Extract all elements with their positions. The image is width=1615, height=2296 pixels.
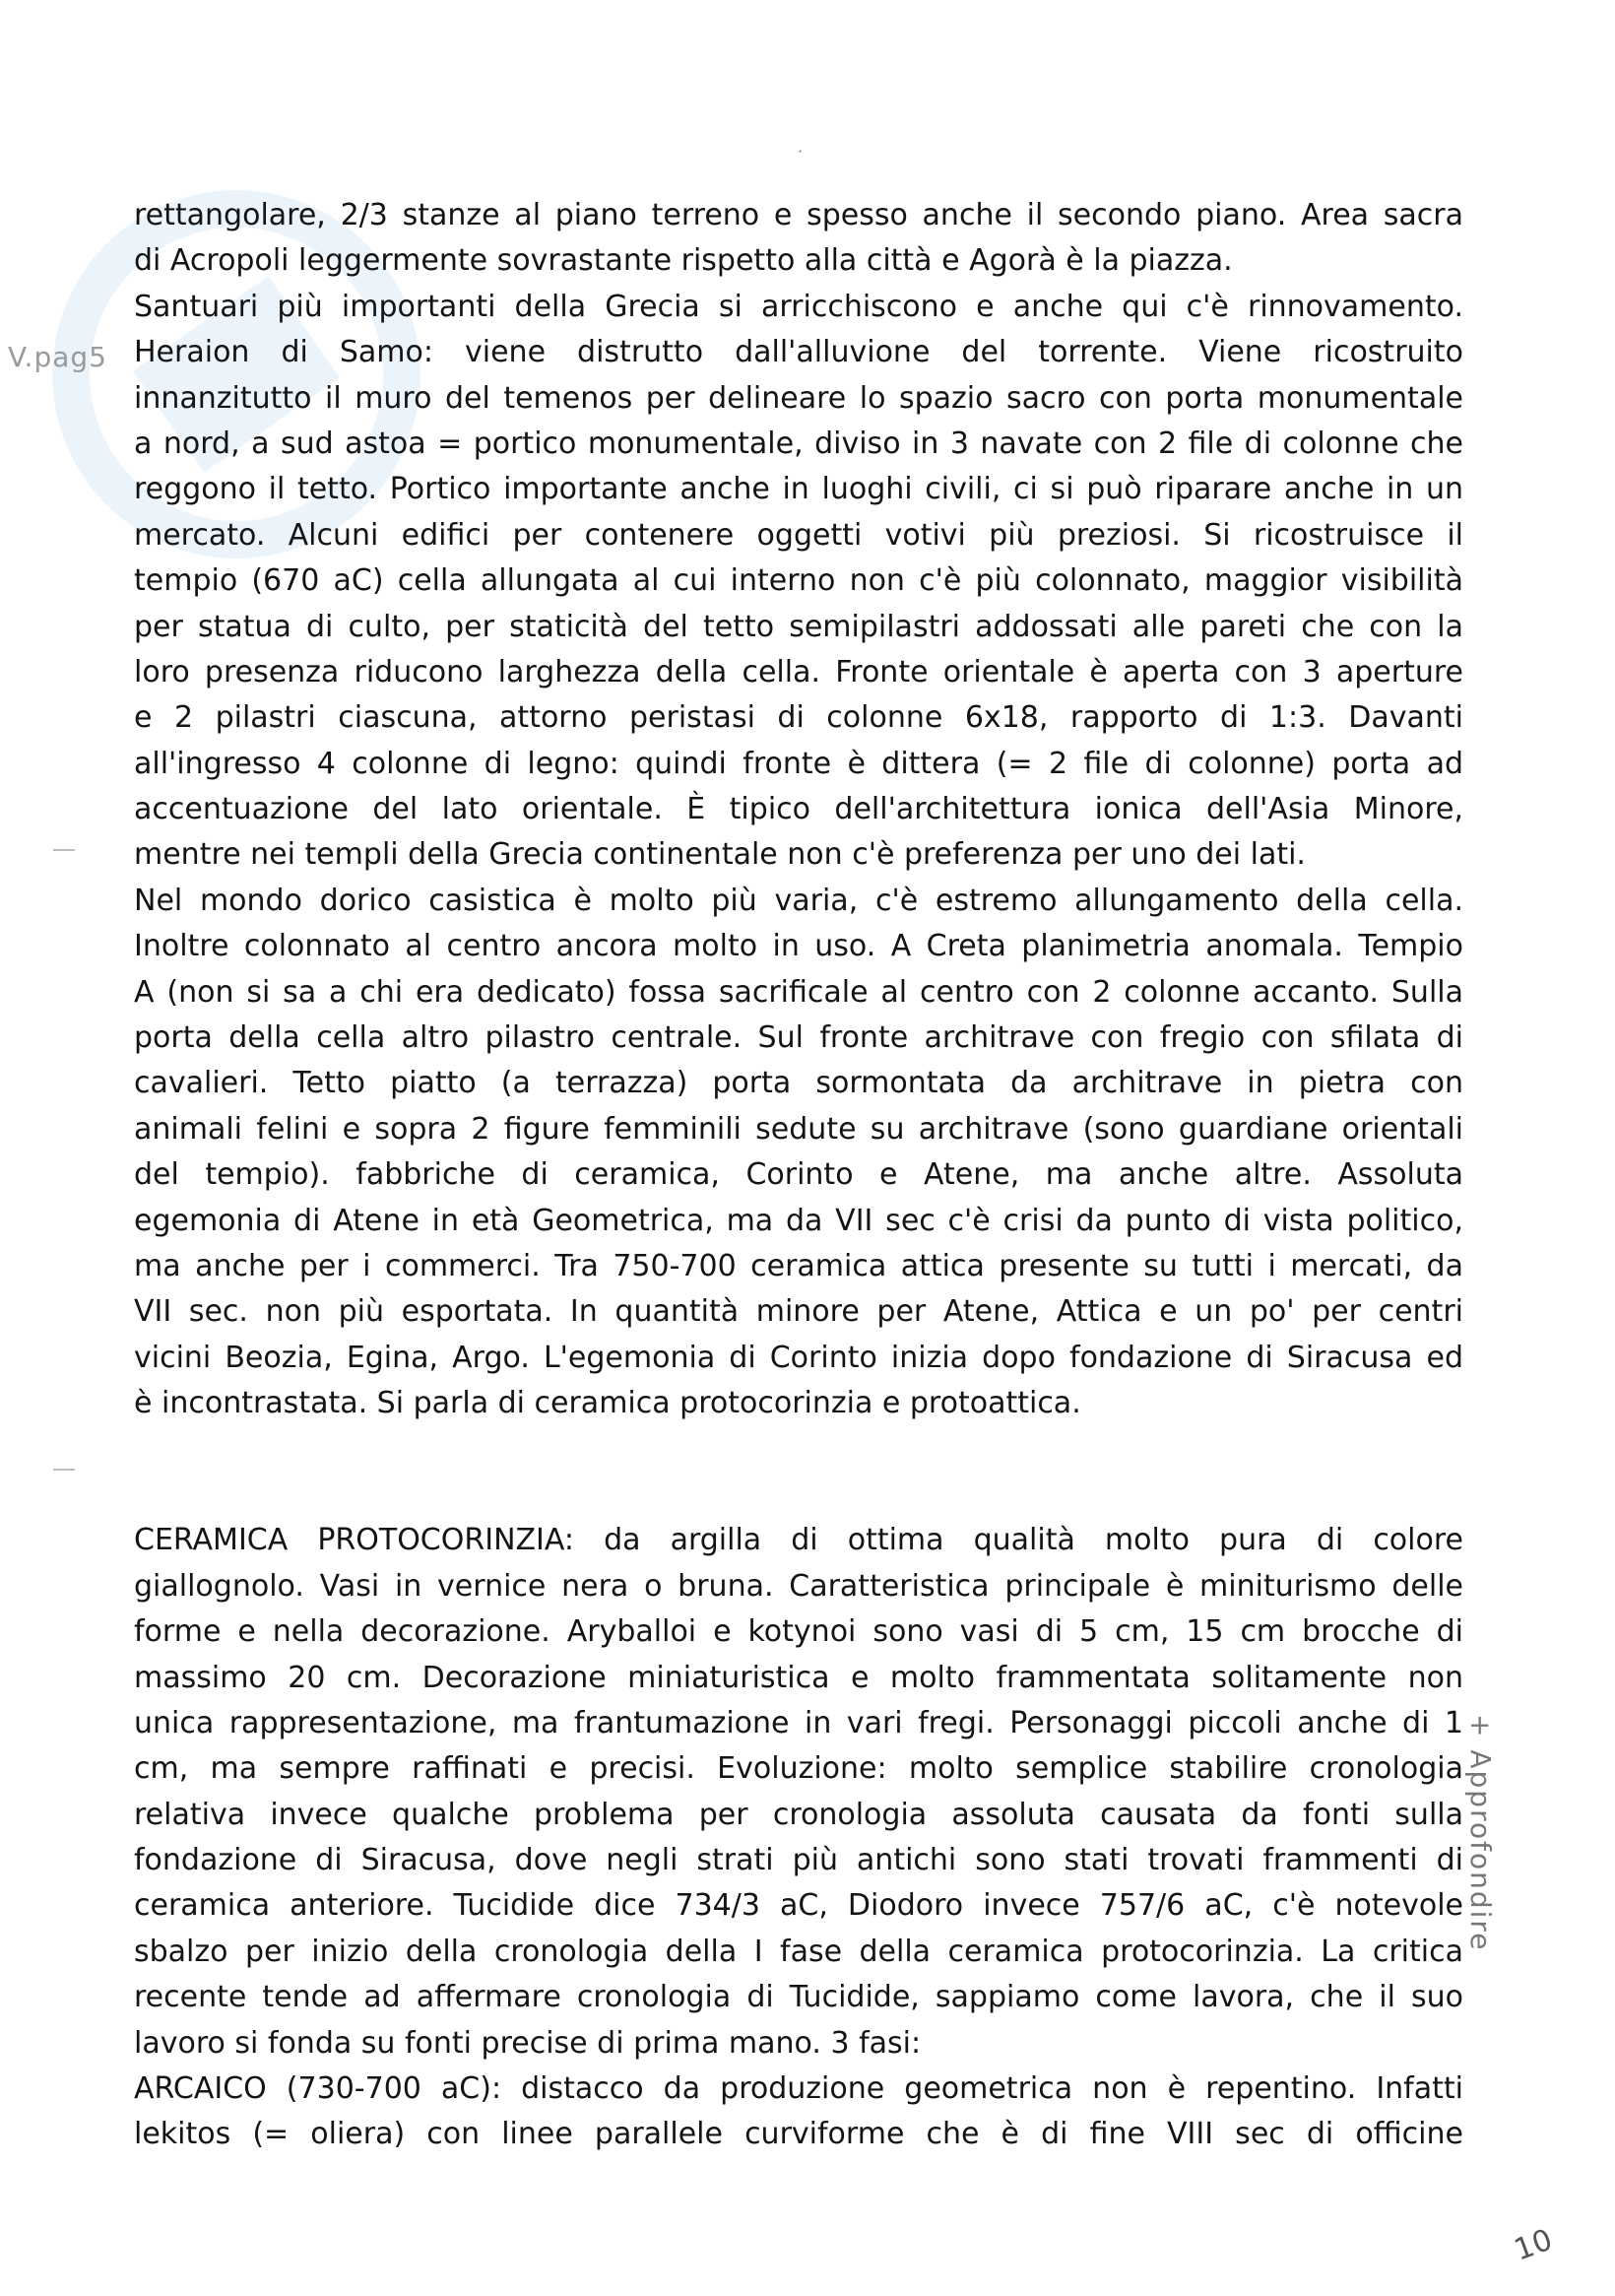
text-line: per statua di culto, per staticità del tetto semipilastri addossati alle pareti che con la <box>134 609 1463 644</box>
text-line: massimo 20 cm. Decorazione miniaturistica e molto frammentata solitamente non <box>134 1660 1463 1695</box>
text-line: lavoro si fonda su fonti precise di prima mano. 3 fasi: <box>134 2025 922 2061</box>
text-line: mentre nei templi della Grecia continentale non c'è preferenza per uno dei lati. <box>134 837 1306 873</box>
text-line: Nel mondo dorico casistica è molto più varia, c'è estremo allungamento della cella. <box>134 883 1463 918</box>
margin-tick <box>53 1469 75 1471</box>
text-line: fondazione di Siracusa, dove negli strati più antichi sono stati trovati frammenti di <box>134 1843 1463 1878</box>
text-line: lekitos (= oliera) con linee parallele curviforme che è di fine VIII sec di officine <box>134 2117 1463 2152</box>
text-line: ma anche per i commerci. Tra 750-700 ceramica attica presente su tutti i mercati, da <box>134 1248 1463 1283</box>
text-line: forme e nella decorazione. Aryballoi e kotynoi sono vasi di 5 cm, 15 cm brocche di <box>134 1614 1463 1650</box>
text-line: recente tende ad affermare cronologia di Tucidide, sappiamo come lavora, che il suo <box>134 1980 1463 2015</box>
text-line: giallognolo. Vasi in vernice nera o bruna. Caratteristica principale è miniturismo delle <box>134 1568 1463 1604</box>
text-line: ARCAICO (730-700 aC): distacco da produzione geometrica non è repentino. Infatti <box>134 2071 1463 2107</box>
text-line: mercato. Alcuni edifici per contenere oggetti votivi più preziosi. Si ricostruisce il <box>134 517 1463 553</box>
page-number: 10 <box>1509 2222 1557 2268</box>
text-line: Santuari più importanti della Grecia si arricchiscono e anche qui c'è rinnovamento. <box>134 289 1463 324</box>
text-line: loro presenza riducono larghezza della cella. Fronte orientale è aperta con 3 aperture <box>134 654 1463 689</box>
text-line: CERAMICA PROTOCORINZIA: da argilla di ottima qualità molto pura di colore <box>134 1523 1463 1558</box>
paragraph-ceramica-protocorinzia <box>134 1518 1463 2157</box>
margin-note-left: V.pag5 <box>8 341 107 373</box>
text-line: rettangolare, 2/3 stanze al piano terreno e spesso anche il secondo piano. Area sacra <box>134 198 1463 232</box>
text-line: innanzitutto il muro del temenos per delineare lo spazio sacro con porta monumentale <box>134 380 1463 416</box>
margin-note-right: + Approfondire <box>1464 1714 1497 1952</box>
text-line: egemonia di Atene in età Geometrica, ma da VII sec c'è crisi da punto di vista politico, <box>134 1203 1463 1238</box>
text-line: Heraion di Samo: viene distrutto dall'alluvione del torrente. Viene ricostruito <box>134 335 1463 370</box>
text-line: VII sec. non più esportata. In quantità minore per Atene, Attica e un po' per centri <box>134 1294 1463 1330</box>
text-line: e 2 pilastri ciascuna, attorno peristasi di colonne 6x18, rapporto di 1:3. Davanti <box>134 700 1463 736</box>
text-line: all'ingresso 4 colonne di legno: quindi fronte è dittera (= 2 file di colonne) porta ad <box>134 746 1463 781</box>
text-line: sbalzo per inizio della cronologia della I fase della ceramica protocorinzia. La critica <box>134 1934 1463 1969</box>
paragraph-gap <box>134 1427 1463 1519</box>
text-line: del tempio). fabbriche di ceramica, Corinto e Atene, ma anche altre. Assoluta <box>134 1157 1463 1193</box>
text-line: a nord, a sud astoa = portico monumentale, diviso in 3 navate con 2 file di colonne che <box>134 426 1463 461</box>
paragraph-architecture <box>134 193 1463 1427</box>
margin-tick <box>53 849 75 851</box>
text-line: di Acropoli leggermente sovrastante rispetto alla città e Agorà è la piazza. <box>134 243 1233 279</box>
text-line: relativa invece qualche problema per cronologia assoluta causata da fonti sulla <box>134 1797 1463 1832</box>
document-body <box>134 193 1463 2158</box>
text-line: accentuazione del lato orientale. È tipico dell'architettura ionica dell'Asia Minore, <box>134 792 1463 827</box>
text-line: A (non si sa a chi era dedicato) fossa sacrificale al centro con 2 colonne accanto. Sulla <box>134 974 1463 1010</box>
text-line: cavalieri. Tetto piatto (a terrazza) porta sormontata da architrave in pietra con <box>134 1066 1463 1101</box>
text-line: vicini Beozia, Egina, Argo. L'egemonia di Corinto inizia dopo fondazione di Siracusa ed <box>134 1340 1463 1375</box>
text-line: è incontrastata. Si parla di ceramica protocorinzia e protoattica. <box>134 1386 1081 1421</box>
text-line: unica rappresentazione, ma frantumazione in vari fregi. Personaggi piccoli anche di 1 <box>134 1705 1463 1740</box>
scan-speck: · <box>798 142 804 161</box>
text-line: tempio (670 aC) cella allungata al cui interno non c'è più colonnato, maggior visibilità <box>134 563 1463 599</box>
text-line: reggono il tetto. Portico importante anche in luoghi civili, ci si può riparare anche in un <box>134 472 1463 507</box>
text-line: ceramica anteriore. Tucidide dice 734/3 aC, Diodoro invece 757/6 aC, c'è notevole <box>134 1888 1463 1924</box>
text-line: animali felini e sopra 2 figure femminili sedute su architrave (sono guardiane orientali <box>134 1111 1463 1147</box>
text-line: porta della cella altro pilastro centrale. Sul fronte architrave con fregio con sfilata di <box>134 1020 1463 1056</box>
text-line: cm, ma sempre raffinati e precisi. Evoluzione: molto semplice stabilire cronologia <box>134 1751 1463 1787</box>
text-line: Inoltre colonnato al centro ancora molto in uso. A Creta planimetria anomala. Tempio <box>134 929 1463 964</box>
